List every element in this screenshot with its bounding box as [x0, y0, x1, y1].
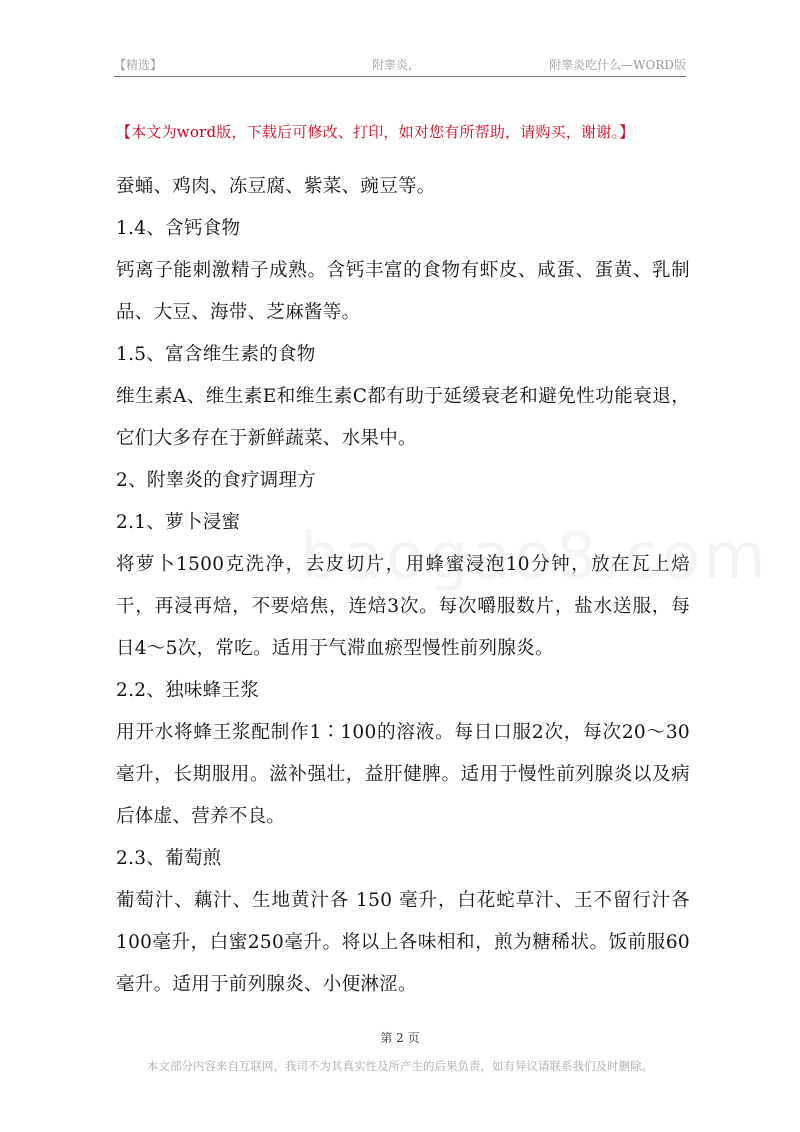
paragraph: 用开水将蜂王浆配制作1∶100的溶液。每日口服2次，每次20～30毫升，长期服用。滋补强壮，益肝健脾。适用于慢性前列腺炎以及病后体虚、营养不良。 — [116, 722, 690, 827]
page-header — [114, 56, 686, 76]
paragraph: 钙离子能刺激精子成熟。含钙丰富的食物有虾皮、咸蛋、蛋黄、乳制品、大豆、海带、芝麻酱等。 — [116, 260, 690, 323]
paragraph: 维生素A、维生素E和维生素C都有助于延缓衰老和避免性功能衰退，它们大多存在于新鲜蔬菜、水果中。 — [116, 386, 690, 449]
paragraph: 将萝卜1500克洗净，去皮切片，用蜂蜜浸泡10分钟，放在瓦上焙干，再浸再焙，不要焙焦，连焙3次。每次嚼服数片，盐水送服，每日4～5次，常吃。适用于气滞血瘀型慢性前列腺炎。 — [116, 554, 690, 659]
page-number: 第 2 页 — [380, 1031, 420, 1045]
red-notice: 【本文为word版，下载后可修改、打印，如对您有所帮助，请购买，谢谢。】 — [116, 123, 635, 141]
section-heading: 1.4、含钙食物 — [116, 218, 241, 239]
paragraph: 葡萄汁、藕汁、生地黄汁各 150 毫升，白花蛇草汁、王不留行汁各100毫升，白蜜250毫升。将以上各味相和，煎为糖稀状。饭前服60毫升。适用于前列腺炎、小便淋涩。 — [116, 890, 690, 995]
section-heading: 2.3、葡萄煎 — [116, 848, 222, 869]
header-divider — [114, 76, 686, 77]
section-heading: 1.5、富含维生素的食物 — [116, 344, 316, 365]
header-left-label: 【精选】 — [114, 58, 163, 72]
paragraph: 蚕蛹、鸡肉、冻豆腐、紫菜、豌豆等。 — [116, 176, 436, 197]
footer-disclaimer: 本文部分内容来自互联网，我司不为其真实性及所产生的后果负责，如有异议请联系我们及时删除。 — [147, 1059, 653, 1073]
section-heading: 2、附睾炎的食疗调理方 — [116, 470, 317, 491]
section-heading: 2.1、萝卜浸蜜 — [116, 512, 241, 533]
section-heading: 2.2、独味蜂王浆 — [116, 680, 260, 701]
header-center-title: 附睾炎， — [372, 58, 421, 72]
document-body — [116, 166, 690, 1006]
header-right-title: 附睾炎吃什么—WORD版 — [549, 58, 686, 72]
